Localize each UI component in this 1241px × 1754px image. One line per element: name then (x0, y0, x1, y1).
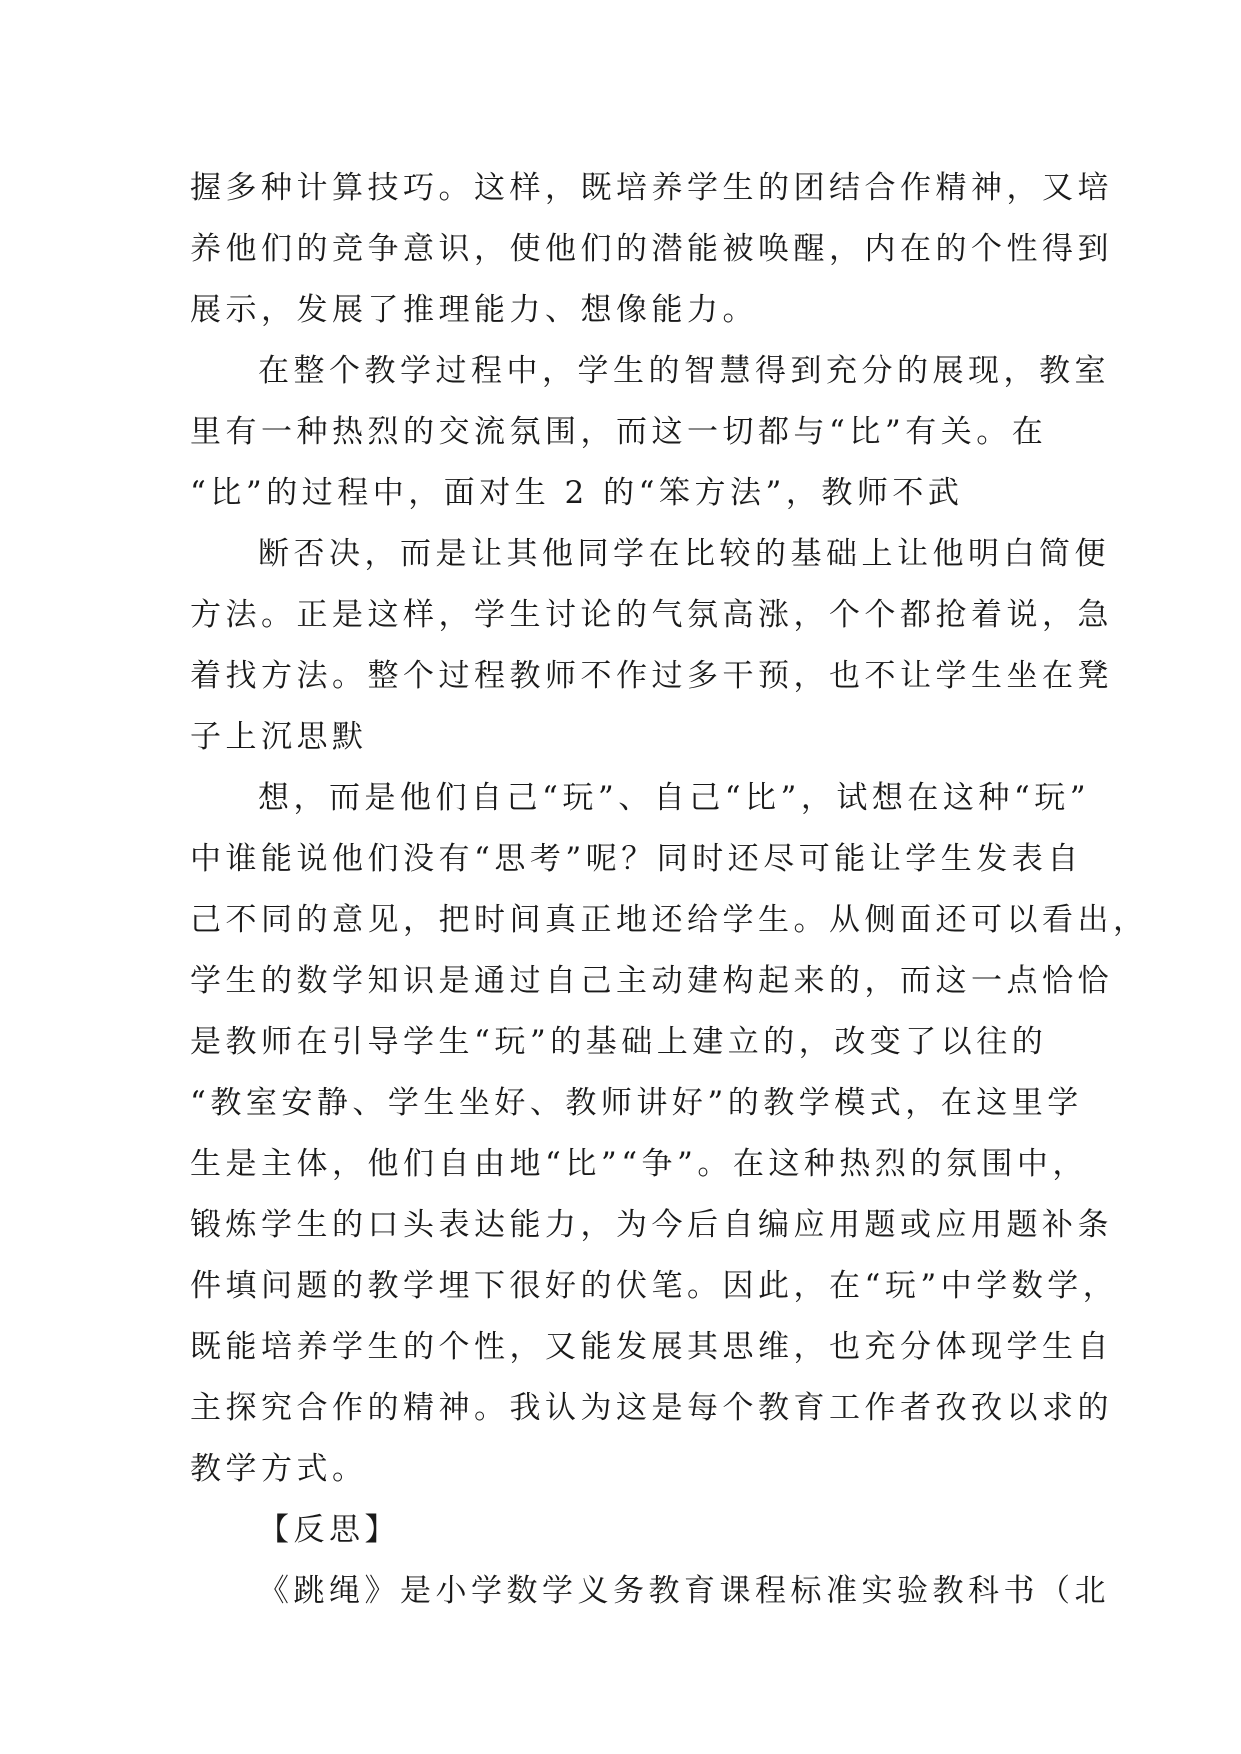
text-line: 教学方式。 (190, 1451, 368, 1487)
text-line: 是教师在引导学生“玩”的基础上建立的，改变了以往的 (190, 1024, 1048, 1060)
text-line: 着找方法。整个过程教师不作过多干预，也不让学生坐在凳 (190, 658, 1113, 694)
text-line: 方法。正是这样，学生讨论的气氛高涨，个个都抢着说，急 (190, 597, 1113, 633)
text-line: 子上沉思默 (190, 719, 368, 755)
paragraph-start-line: 断否决，而是让其他同学在比较的基础上让他明白简便 (258, 536, 1110, 572)
paragraph-start-line: 在整个教学过程中，学生的智慧得到充分的展现，教室 (258, 353, 1110, 389)
text-line: 里有一种热烈的交流氛围，而这一切都与“比”有关。在 (190, 414, 1048, 450)
text-line: 学生的数学知识是通过自己主动建构起来的，而这一点恰恰 (190, 963, 1113, 999)
text-line: 主探究合作的精神。我认为这是每个教育工作者孜孜以求的 (190, 1390, 1113, 1426)
paragraph-start-line: 想，而是他们自己“玩”、自己“比”，试想在这种“玩” (258, 780, 1091, 816)
text-line: 既能培养学生的个性，又能发展其思维，也充分体现学生自 (190, 1329, 1113, 1365)
text-line: 中谁能说他们没有“思考”呢？同时还尽可能让学生发表自 (190, 841, 1083, 877)
paragraph-start-line: 《跳绳》是小学数学义务教育课程标准实验教科书（北 (258, 1573, 1110, 1609)
text-line: “教室安静、学生坐好、教师讲好”的教学模式，在这里学 (190, 1085, 1083, 1121)
text-line: 己不同的意见，把时间真正地还给学生。从侧面还可以看出， (190, 902, 1149, 938)
section-heading-reflection: 【反思】 (258, 1512, 400, 1548)
text-line: 展示，发展了推理能力、想像能力。 (190, 292, 758, 328)
text-line: 锻炼学生的口头表达能力，为今后自编应用题或应用题补条 (190, 1207, 1113, 1243)
text-line: 养他们的竞争意识，使他们的潜能被唤醒，内在的个性得到 (190, 231, 1113, 267)
text-line: 生是主体，他们自由地“比”“争”。在这种热烈的氛围中， (190, 1146, 1088, 1182)
text-line: 握多种计算技巧。这样，既培养学生的团结合作精神，又培 (190, 170, 1113, 206)
body-text (190, 158, 1149, 1622)
text-line: 件填问题的教学埋下很好的伏笔。因此，在“玩”中学数学， (190, 1268, 1119, 1304)
text-line: “比”的过程中，面对生 2 的“笨方法”，教师不武 (190, 475, 964, 511)
